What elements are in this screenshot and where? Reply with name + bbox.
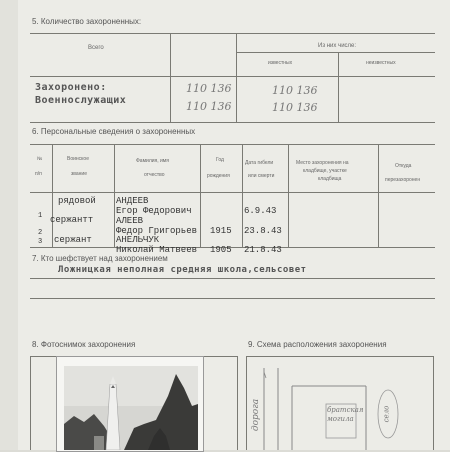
row-soldiers-label: Военнослужащих <box>35 95 127 106</box>
row2-year: 1915 <box>210 226 232 236</box>
row3-year: 1905 <box>210 245 232 255</box>
section7-title: 7. Кто шефствует над захоронением <box>32 254 168 263</box>
row1-rank: рядовой <box>58 196 96 206</box>
row1-given: Егор Федорович <box>116 206 192 216</box>
patron-value: Ложницкая неполная средняя школа,сельсовет <box>58 265 307 275</box>
row2-rank: сержантт <box>50 215 94 225</box>
header-from: Откуда <box>395 163 412 169</box>
header-num2: п/п <box>35 171 42 177</box>
row3-death: 21.8.43 <box>244 245 282 255</box>
section8-box-left <box>30 356 31 450</box>
section8-box-right <box>237 356 238 450</box>
row2-total-value: 110 136 <box>186 100 232 113</box>
table6-col-divider <box>200 144 201 247</box>
row1-death: 6.9.43 <box>244 206 277 216</box>
table5-subheader-rule <box>236 52 435 53</box>
row1-total-value: 110 136 <box>186 82 232 95</box>
col-known-header: известных <box>268 60 293 66</box>
row-buried-label: Захоронено: <box>35 82 107 93</box>
header-death2: или смерти <box>248 173 275 179</box>
section9-title: 9. Схема расположения захоронения <box>248 340 387 349</box>
table5-col-divider <box>236 33 237 122</box>
road-label: дорога <box>251 398 262 432</box>
section8-title: 8. Фотоснимок захоронения <box>32 340 136 349</box>
location-sketch <box>246 356 434 450</box>
row1-known-value: 110 136 <box>272 84 318 97</box>
section7-rule <box>30 298 435 299</box>
row2-surname: АЛЕЕВ <box>116 216 144 226</box>
table5-header-rule <box>30 76 435 77</box>
header-name2: отчество <box>144 172 165 178</box>
table6-header-rule <box>30 192 435 193</box>
grave-label: братская могила <box>327 406 364 423</box>
table6-col-divider <box>378 144 379 247</box>
header-from2: перезахоронен <box>385 177 421 183</box>
header-rank2: звание <box>71 171 88 177</box>
table5-top-rule <box>30 33 435 34</box>
row3-given: Николай Матвеев <box>116 245 198 255</box>
header-rank: Воинское <box>67 156 89 162</box>
memorial-photo-image <box>64 366 198 450</box>
col-names-header: Из них числе: <box>318 43 357 49</box>
table6-col-divider <box>288 144 289 247</box>
row2-num: 2 <box>38 229 43 237</box>
header-year: Год <box>216 157 224 163</box>
row2-given: Федор Григорьев <box>116 226 198 236</box>
table5-col-divider <box>338 52 339 122</box>
table5-bottom-rule <box>30 122 435 123</box>
header-year2: рождения <box>207 173 230 179</box>
table6-col-divider <box>242 144 243 247</box>
section5-title: 5. Количество захороненных: <box>32 17 142 26</box>
section6-title: 6. Персональные сведения о захороненных <box>32 127 196 136</box>
table6-col-divider <box>114 144 115 247</box>
header-death: Дата гибели <box>245 160 274 166</box>
village-label: село <box>382 405 391 423</box>
col-total-header: Всего <box>88 45 104 51</box>
table6-bottom-rule <box>30 247 435 248</box>
header-place: Место захоронения на <box>296 160 349 166</box>
table5-col-divider <box>170 33 171 122</box>
row3-surname: АНЕЛЬЧУК <box>116 235 160 245</box>
table6-col-divider <box>52 144 53 247</box>
row1-num: 1 <box>38 212 43 220</box>
row2-known-value: 110 136 <box>272 101 318 114</box>
burial-photo <box>64 366 198 450</box>
row1-surname: АНДЕЕВ <box>116 196 149 206</box>
row2-death: 23.8.43 <box>244 226 282 236</box>
row3-rank: сержант <box>54 235 92 245</box>
header-num: № <box>37 156 43 162</box>
header-name: Фамилия, имя <box>136 158 169 164</box>
header-place3: кладбища <box>318 176 342 182</box>
row3-num: 3 <box>38 238 43 246</box>
header-place2: кладбище, участке <box>303 168 347 174</box>
page-edge <box>0 0 19 450</box>
col-unknown-header: неизвестных <box>366 60 396 66</box>
section7-rule <box>30 278 435 279</box>
table6-top-rule <box>30 144 435 145</box>
